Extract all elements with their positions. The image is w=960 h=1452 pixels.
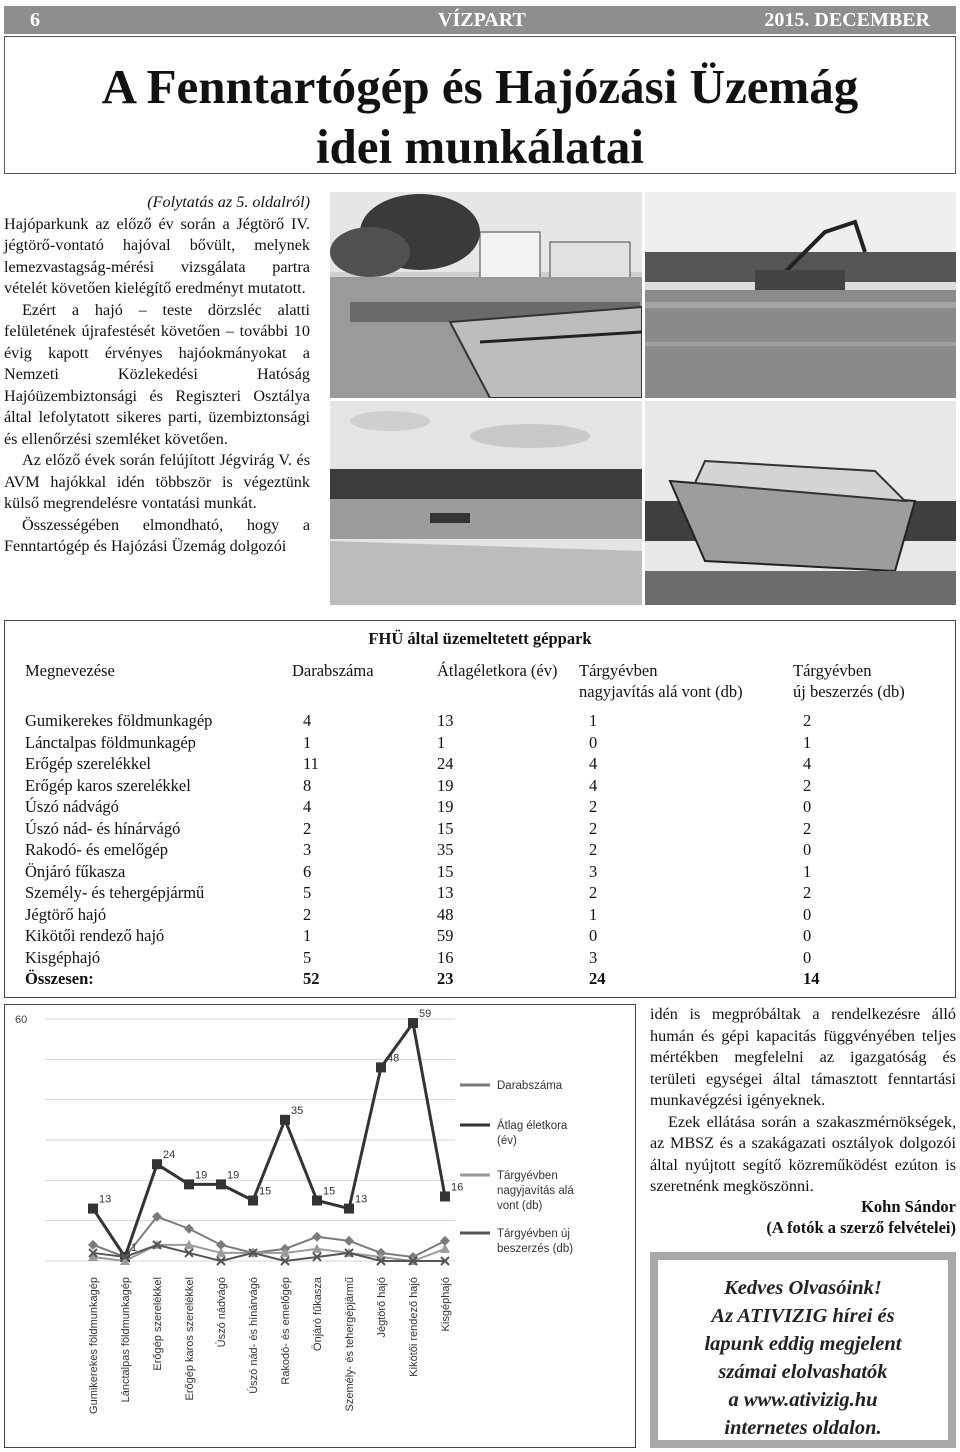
- table-cell-age: 16: [437, 947, 454, 967]
- table-cell-new: 1: [803, 861, 812, 881]
- page-number: 6: [30, 9, 40, 31]
- table-total-overhaul: 24: [589, 969, 606, 988]
- data-label: 15: [259, 1185, 272, 1198]
- table-cell-age: 13: [437, 883, 454, 902]
- title-line-2: idei munkálatai: [315, 119, 645, 174]
- legend-label: Darabszáma: [497, 1080, 563, 1092]
- category-label: Rakodó- és emelőgép: [280, 1277, 292, 1385]
- data-point: [88, 1204, 98, 1214]
- table-cell-count: 2: [303, 904, 312, 924]
- paragraph-1: Hajóparkunk az előző év során a Jégtörő IV. jégtörő-vontató hajóval bővült, melynek lemezvastagság-mérési vizsgálata partra vételét követően kielégítő eredményt mutatott.: [4, 214, 310, 297]
- category-label: Önjáró fűkasza: [312, 1277, 324, 1351]
- table-cell-new: 2: [803, 818, 812, 838]
- table-cell-new: 0: [803, 797, 812, 816]
- series-line: [93, 1245, 445, 1261]
- table-cell-overhaul: 4: [589, 775, 598, 795]
- table-cell-new: 0: [803, 840, 812, 859]
- author-name: Kohn Sándor: [861, 1197, 956, 1216]
- col-header-new-2: új beszerzés (db): [793, 682, 905, 701]
- table-cell-age: 15: [437, 818, 454, 838]
- table-total-age: 23: [437, 969, 454, 988]
- table-cell-overhaul: 1: [589, 904, 598, 924]
- col-header-count: Darabszáma: [292, 661, 374, 680]
- data-point: [152, 1159, 162, 1169]
- right-paragraph-2: Ezek ellátása során a szakaszmérnökségek, az MBSZ és a szakágazati osztályok dolgozói által nyújtott segítő közreműködést ezúton is szeretnénk megköszönni.: [650, 1112, 956, 1195]
- data-point: [408, 1018, 418, 1028]
- photo-river-bank: [330, 401, 642, 605]
- table-cell-name: Kikötői rendező hajó: [25, 926, 165, 945]
- legend-label: beszerzés (db): [497, 1243, 574, 1255]
- y-tick-label: 60: [15, 1014, 28, 1026]
- data-point: [376, 1062, 386, 1072]
- table-total-new: 14: [803, 969, 820, 988]
- data-label: 19: [227, 1169, 240, 1182]
- col-header-overhaul-1: Tárgyévben: [579, 661, 658, 680]
- table-cell-new: 0: [803, 904, 812, 924]
- table-cell-new: 0: [803, 926, 812, 945]
- photo-harbor: [330, 192, 642, 398]
- category-label: Jégtörő hajó: [376, 1277, 388, 1338]
- table-cell-overhaul: 2: [589, 797, 598, 816]
- issue-date: 2015. DECEMBER: [764, 9, 930, 31]
- table-cell-overhaul: 1: [589, 711, 598, 730]
- data-label: 24: [163, 1149, 176, 1162]
- machinery-table: [4, 620, 956, 998]
- data-point: [440, 1191, 450, 1201]
- reader-notice: [650, 1252, 956, 1448]
- table-cell-count: 2: [303, 818, 312, 838]
- data-label: 13: [99, 1193, 112, 1206]
- table-cell-age: 15: [437, 861, 454, 881]
- table-total-name: Összesen:: [25, 969, 94, 988]
- table-cell-overhaul: 2: [589, 818, 598, 838]
- table-cell-age: 19: [437, 797, 454, 816]
- table-cell-name: Erőgép szerelékkel: [25, 754, 151, 773]
- photo-credit: (A fotók a szerző felvételei): [766, 1218, 956, 1237]
- category-label: Úszó nádvágó: [216, 1277, 228, 1348]
- reader-notice-inner: [658, 1260, 948, 1440]
- data-point: [344, 1236, 354, 1246]
- category-label: Személy- és tehergépjármű: [344, 1277, 356, 1412]
- table-cell-age: 24: [437, 754, 454, 773]
- table-cell-overhaul: 3: [589, 861, 598, 881]
- data-point: [440, 1244, 450, 1253]
- data-point: [344, 1204, 354, 1214]
- photo-dredger: [645, 192, 956, 398]
- table-cell-age: 35: [437, 840, 454, 859]
- table-cell-count: 1: [303, 926, 312, 945]
- data-point: [184, 1179, 194, 1189]
- chart-box: [4, 1004, 636, 1448]
- table-cell-overhaul: 2: [589, 840, 598, 859]
- right-paragraph-1: idén is megpróbáltak a rendelkezésre álló humán és gépi kapacitás függvényében teljes mértékben megfelelni az igazgatóság és területi egységei által támasztott fenntartási munkavégzési igényeknek.: [650, 1005, 956, 1109]
- table-cell-age: 19: [437, 775, 454, 795]
- machinery-chart: [5, 1005, 635, 1447]
- table-cell-age: 59: [437, 926, 454, 945]
- table-cell-name: Személy- és tehergépjármű: [25, 883, 205, 902]
- table-cell-age: 1: [437, 732, 446, 752]
- data-point: [280, 1115, 290, 1125]
- publication-name: VÍZPART: [438, 9, 526, 31]
- table-cell-name: Lánctalpas földmunkagép: [25, 732, 196, 752]
- table-cell-new: 0: [803, 947, 812, 967]
- notice-line-3: lapunk eddig megjelent: [704, 1333, 902, 1355]
- col-header-overhaul-2: nagyjavítás alá vont (db): [579, 682, 743, 701]
- table-cell-count: 4: [303, 797, 312, 816]
- right-column-text: [650, 1004, 956, 1198]
- table-cell-overhaul: 0: [589, 732, 598, 752]
- notice-line-1: Kedves Olvasóink!: [724, 1277, 882, 1299]
- data-point: [88, 1240, 98, 1250]
- col-header-age: Átlagéletkora (év): [437, 661, 558, 680]
- table-cell-new: 2: [803, 775, 812, 795]
- category-label: Kisgéphajó: [440, 1277, 452, 1332]
- table-cell-name: Jégtörő hajó: [25, 904, 107, 924]
- category-label: Úszó nád- és hínárvágó: [248, 1277, 260, 1394]
- table-cell-count: 6: [303, 861, 312, 881]
- data-point: [312, 1232, 322, 1242]
- table-cell-name: Kisgéphajó: [25, 947, 101, 967]
- data-label: 15: [323, 1185, 336, 1198]
- data-point: [312, 1196, 322, 1206]
- data-point: [248, 1196, 258, 1206]
- table-cell-count: 4: [303, 711, 312, 730]
- data-label: 1: [131, 1241, 138, 1254]
- category-label: Erőgép karos szerelékkel: [184, 1277, 196, 1401]
- data-label: 48: [387, 1052, 400, 1065]
- table-cell-new: 1: [803, 732, 812, 752]
- table-cell-new: 4: [803, 754, 812, 773]
- table-cell-overhaul: 3: [589, 947, 598, 967]
- category-label: Lánctalpas földmunkagép: [120, 1277, 132, 1403]
- continued-note: (Folytatás az 5. oldalról): [147, 193, 310, 211]
- notice-line-6: internetes oldalon.: [724, 1417, 882, 1439]
- table-cell-name: Úszó nád- és hínárvágó: [25, 818, 181, 838]
- data-point: [184, 1224, 194, 1234]
- photo-ship-on-land: [645, 401, 956, 605]
- table-cell-count: 5: [303, 883, 312, 902]
- data-label: 16: [451, 1181, 464, 1194]
- data-label: 13: [355, 1193, 368, 1206]
- legend-label: nagyjavítás alá: [497, 1185, 574, 1197]
- table-cell-name: Erőgép karos szerelékkel: [25, 775, 191, 795]
- legend-label: Tárgyévben új: [497, 1228, 570, 1240]
- category-label: Gumikerekes földmunkagép: [88, 1277, 100, 1414]
- data-label: 35: [291, 1104, 304, 1117]
- title-line-1: A Fenntartógép és Hajózási Üzemág: [101, 59, 859, 114]
- table-cell-name: Gumikerekes földmunkagép: [25, 711, 213, 730]
- table-total-count: 52: [303, 969, 320, 988]
- notice-line-4: számai elolvashatók: [718, 1361, 888, 1383]
- col-header-new-1: Tárgyévben: [793, 661, 872, 680]
- table-cell-overhaul: 0: [589, 926, 598, 945]
- table-cell-name: Rakodó- és emelőgép: [25, 840, 168, 859]
- table-cell-overhaul: 2: [589, 883, 598, 902]
- table-cell-count: 1: [303, 732, 312, 752]
- data-label: 59: [419, 1008, 432, 1021]
- article-title-box: [4, 36, 956, 174]
- table-cell-new: 2: [803, 883, 812, 902]
- table-cell-overhaul: 4: [589, 754, 598, 773]
- legend-label: Tárgyévben: [497, 1170, 558, 1182]
- legend-label: Átlag életkora: [497, 1120, 568, 1132]
- data-label: 19: [195, 1169, 208, 1182]
- page-header: [4, 6, 956, 34]
- left-column-text: [4, 192, 310, 558]
- table-cell-count: 11: [303, 754, 319, 773]
- paragraph-3: Az előző évek során felújított Jégvirág V. és AVM hajókkal idén többször is végeztünk külső megrendelésre vontatási munkát.: [4, 451, 310, 512]
- paragraph-2: Ezért a hajó – teste dörzsléc alatti felületének újrafestését követően – további 10 évig kapott érvényes hajóokmányokat a Nemzeti Közlekedési Hatóság Hajóüzembiztonsági és Regiszteri Osztálya által lefolytatott sikeres parti, üzembiztonsági és ellenőrzési szemléket követően.: [4, 300, 310, 448]
- table-cell-age: 48: [437, 904, 454, 924]
- paragraph-4: Összességében elmondható, hogy a Fenntartógép és Hajózási Üzemág dolgozói: [4, 515, 310, 555]
- table-cell-count: 8: [303, 775, 312, 795]
- legend-label: vont (db): [497, 1200, 543, 1212]
- table-cell-age: 13: [437, 711, 454, 730]
- table-cell-name: Úszó nádvágó: [25, 797, 119, 816]
- table-cell-count: 5: [303, 947, 312, 967]
- category-label: Kikötői rendező hajó: [408, 1277, 420, 1377]
- legend-label: (év): [497, 1135, 517, 1147]
- notice-line-5: a www.ativizig.hu: [728, 1389, 878, 1411]
- col-header-name: Megnevezése: [25, 661, 115, 680]
- table-cell-name: Önjáró fűkasza: [25, 861, 126, 881]
- article-title: [5, 37, 955, 177]
- table-cell-count: 3: [303, 840, 312, 859]
- notice-line-2: Az ATIVIZIG hírei és: [711, 1305, 895, 1327]
- table-cell-new: 2: [803, 711, 812, 730]
- data-point: [216, 1179, 226, 1189]
- category-label: Erőgép szerelékkel: [152, 1277, 164, 1371]
- table-caption: FHÜ által üzemeltetett géppark: [368, 629, 592, 648]
